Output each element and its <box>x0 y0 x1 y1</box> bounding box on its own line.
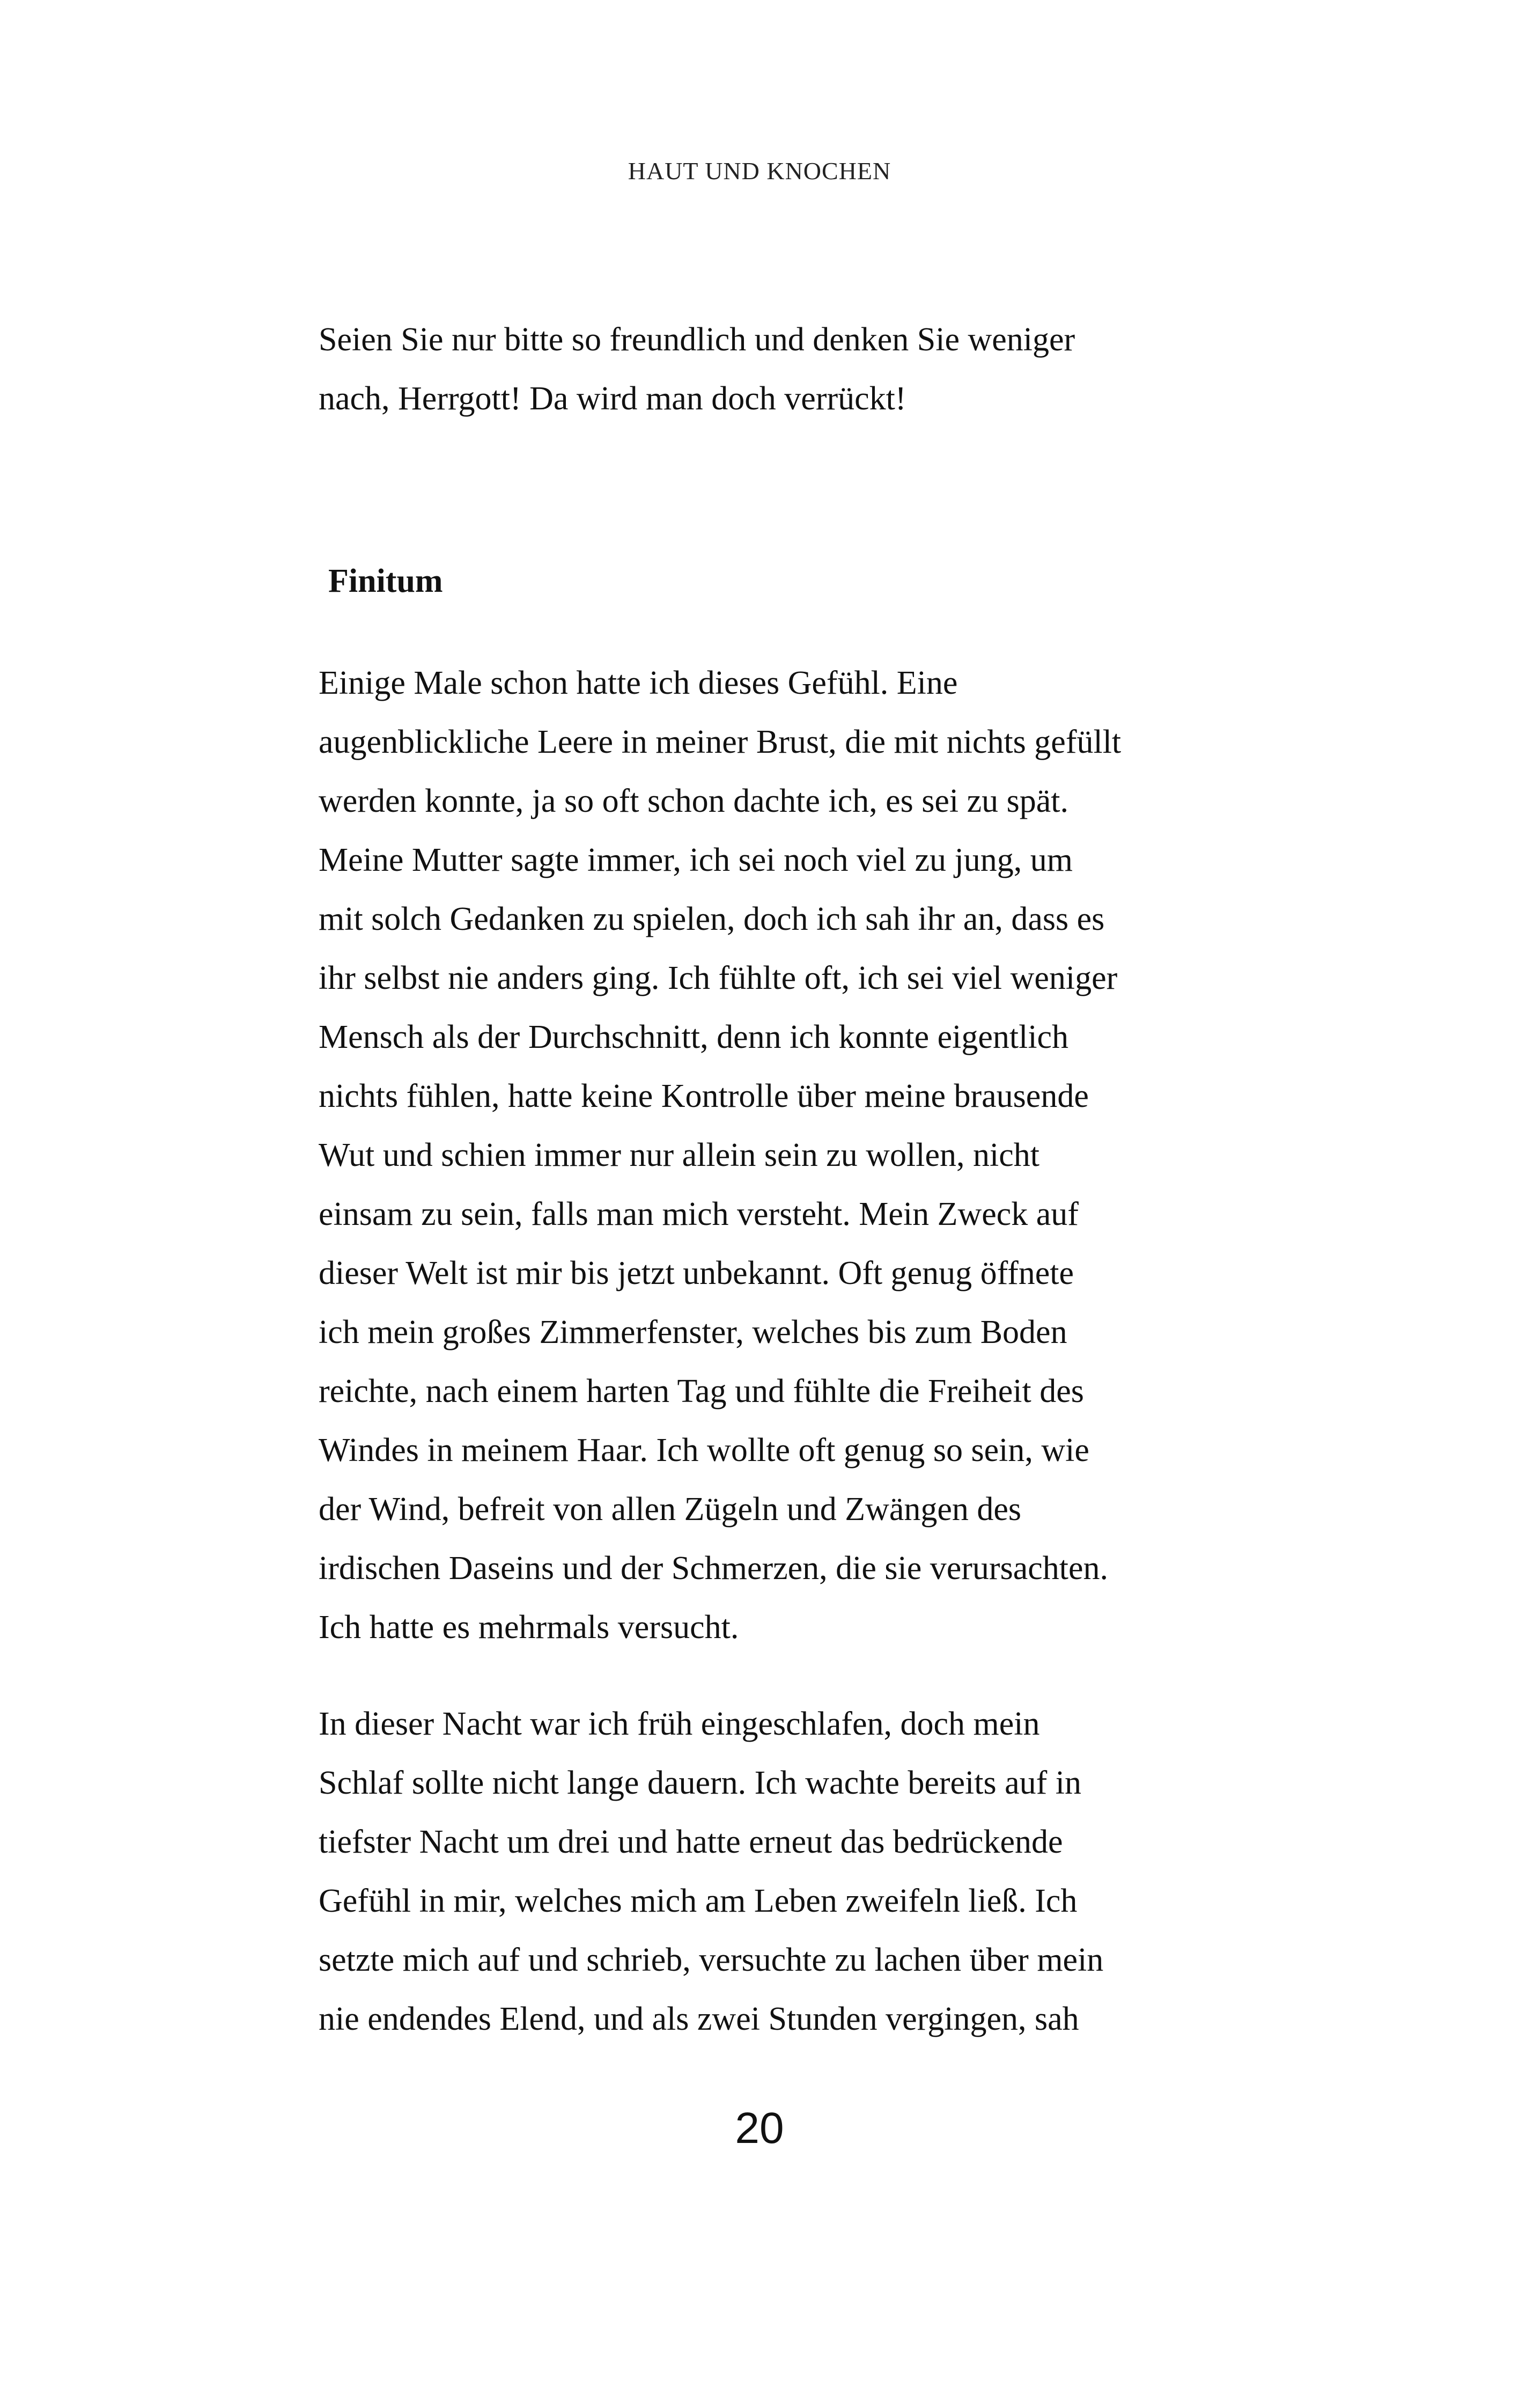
text-line: einsam zu sein, falls man mich versteht. Mein Zweck auf <box>319 1196 1079 1232</box>
text-line: augenblickliche Leere in meiner Brust, die mit nichts gefüllt <box>319 724 1122 760</box>
text-line: Ich hatte es mehrmals versucht. <box>319 1609 739 1646</box>
text-line: Schlaf sollte nicht lange dauern. Ich wachte bereits auf in <box>319 1765 1082 1801</box>
text-line: reichte, nach einem harten Tag und fühlte die Freiheit des <box>319 1373 1084 1409</box>
text-line: Mensch als der Durchschnitt, denn ich konnte eigentlich <box>319 1019 1069 1055</box>
text-line: In dieser Nacht war ich früh eingeschlafen, doch mein <box>319 1706 1040 1742</box>
paragraph-1 <box>319 654 1209 1657</box>
text-line: mit solch Gedanken zu spielen, doch ich sah ihr an, dass es <box>319 901 1105 937</box>
page-number: 20 <box>735 2104 784 2153</box>
intro-paragraph <box>319 310 1209 428</box>
text-line: nichts fühlen, hatte keine Kontrolle über meine brausende <box>319 1078 1089 1114</box>
text-line: der Wind, befreit von allen Zügeln und Zwängen des <box>319 1491 1022 1528</box>
text-line: irdischen Daseins und der Schmerzen, die sie verursachten. <box>319 1550 1108 1587</box>
section-heading: Finitum <box>328 563 443 599</box>
text-line: Einige Male schon hatte ich dieses Gefühl. Eine <box>319 665 958 701</box>
text-line: Meine Mutter sagte immer, ich sei noch viel zu jung, um <box>319 842 1073 878</box>
paragraph-2 <box>319 1694 1209 2049</box>
text-line: dieser Welt ist mir bis jetzt unbekannt. Oft genug öffnete <box>319 1255 1074 1291</box>
text-line: ich mein großes Zimmerfenster, welches bis zum Boden <box>319 1314 1067 1350</box>
text-line: nie endendes Elend, und als zwei Stunden vergingen, sah <box>319 2001 1079 2037</box>
text-line: Seien Sie nur bitte so freundlich und denken Sie weniger <box>319 321 1075 358</box>
text-line: tiefster Nacht um drei und hatte erneut das bedrückende <box>319 1824 1063 1860</box>
running-header: HAUT UND KNOCHEN <box>628 157 891 185</box>
text-line: setzte mich auf und schrieb, versuchte zu lachen über mein <box>319 1942 1104 1978</box>
text-line: Wut und schien immer nur allein sein zu wollen, nicht <box>319 1137 1039 1173</box>
text-line: werden konnte, ja so oft schon dachte ich, es sei zu spät. <box>319 783 1069 819</box>
text-line: ihr selbst nie anders ging. Ich fühlte oft, ich sei viel weniger <box>319 960 1118 996</box>
text-line: Gefühl in mir, welches mich am Leben zweifeln ließ. Ich <box>319 1883 1078 1919</box>
text-line: Windes in meinem Haar. Ich wollte oft genug so sein, wie <box>319 1432 1089 1469</box>
text-line: nach, Herrgott! Da wird man doch verrückt! <box>319 380 906 417</box>
